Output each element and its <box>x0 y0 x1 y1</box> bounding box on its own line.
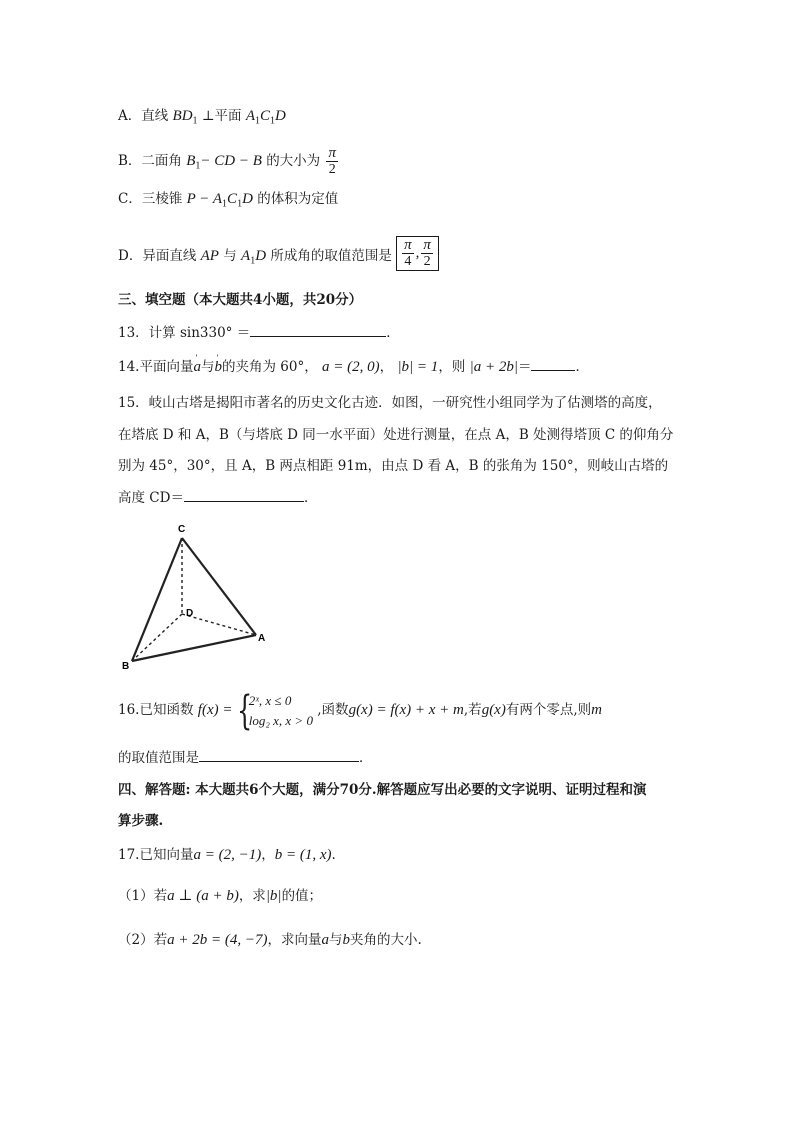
label-a: A <box>258 633 266 644</box>
interval-bracket: $\frac{\pi}{4}$ , $\frac{\pi}{2}$ <box>396 236 439 271</box>
question-16: 16.已知函数 f(x) = { 2ˣ, x ≤ 0 log₂ x, x > 0 ,函数g(x) = f(x) + x + m,若g(x)有两个零点,则m <box>118 687 602 734</box>
question-15-line-1: 15．岐山古塔是揭阳市著名的历史文化古迹．如图，一研究性小组同学为了估测塔的高度， <box>118 395 662 411</box>
question-15-line-4: 高度 CD＝ ． <box>118 487 317 508</box>
tetrahedron-figure <box>118 518 278 673</box>
answer-blank <box>199 747 359 762</box>
label-c: C <box>178 524 186 535</box>
question-17-part-2: （2）若a + 2b = (4, −7)，求向量a与b夹角的大小. <box>118 932 422 948</box>
option-a: A．直线 $BD_1$ ⊥平面 $A_1C_1D$ <box>118 108 286 127</box>
question-17: 17.已知向量a = (2, −1)，b = (1, x). <box>118 847 336 863</box>
edge-cb <box>132 538 182 661</box>
section-4-title-line-2: 算步骤. <box>118 813 164 829</box>
question-15-line-3: 别为 45°，30°，且 A，B 两点相距 91m，由点 D 看 A，B 的张角为 150°，则岐山古塔的 <box>118 458 669 474</box>
fraction-pi-over-2: $\frac{\pi}{2}$ <box>328 145 336 177</box>
label-b: B <box>122 661 130 672</box>
question-13: 13．计算 sin330° ＝ ． <box>118 322 400 343</box>
answer-blank <box>531 356 575 371</box>
option-d: D．异面直线 AP 与 $A_1D$ 所成角的取值范围是 $\frac{\pi}{4}$ , $\frac{\pi}{2}$ <box>118 239 439 274</box>
label-d: D <box>186 608 194 619</box>
section-4-title: 四、解答题: 本大题共6个大题，满分70分.解答题应写出必要的文字说明、证明过程和演 <box>118 782 647 798</box>
answer-blank <box>184 487 304 502</box>
answer-blank <box>250 322 386 337</box>
piecewise-function: { 2ˣ, x ≤ 0 log₂ x, x > 0 <box>236 687 313 734</box>
option-c: C．三棱锥 $P - A_1C_1D$ 的体积为定值 <box>118 191 339 210</box>
question-16-line-2: 的取值范围是 ． <box>118 747 373 768</box>
tower-diagram <box>118 518 278 673</box>
edge-ba <box>132 635 256 661</box>
edge-ca <box>182 538 256 635</box>
question-17-part-1: （1）若a ⊥ (a + b)，求|b|的值； <box>118 888 323 904</box>
section-3-title: 三、填空题（本大题共4小题，共20分） <box>118 292 363 308</box>
edge-db <box>132 614 182 661</box>
option-b: B．二面角 $B_1-$ CD − B 的大小为 $\frac{\pi}{2}$ <box>118 145 336 177</box>
question-15-line-2: 在塔底 D 和 A，B（与塔底 D 同一水平面）处进行测量，在点 A，B 处测得塔顶 C 的仰角分 <box>118 427 674 443</box>
question-14: 14.平面向量' a与' b的夹角为 60°， a = (2, 0)， |b| = 1，则 |a + 2b|＝ ． <box>118 356 589 377</box>
